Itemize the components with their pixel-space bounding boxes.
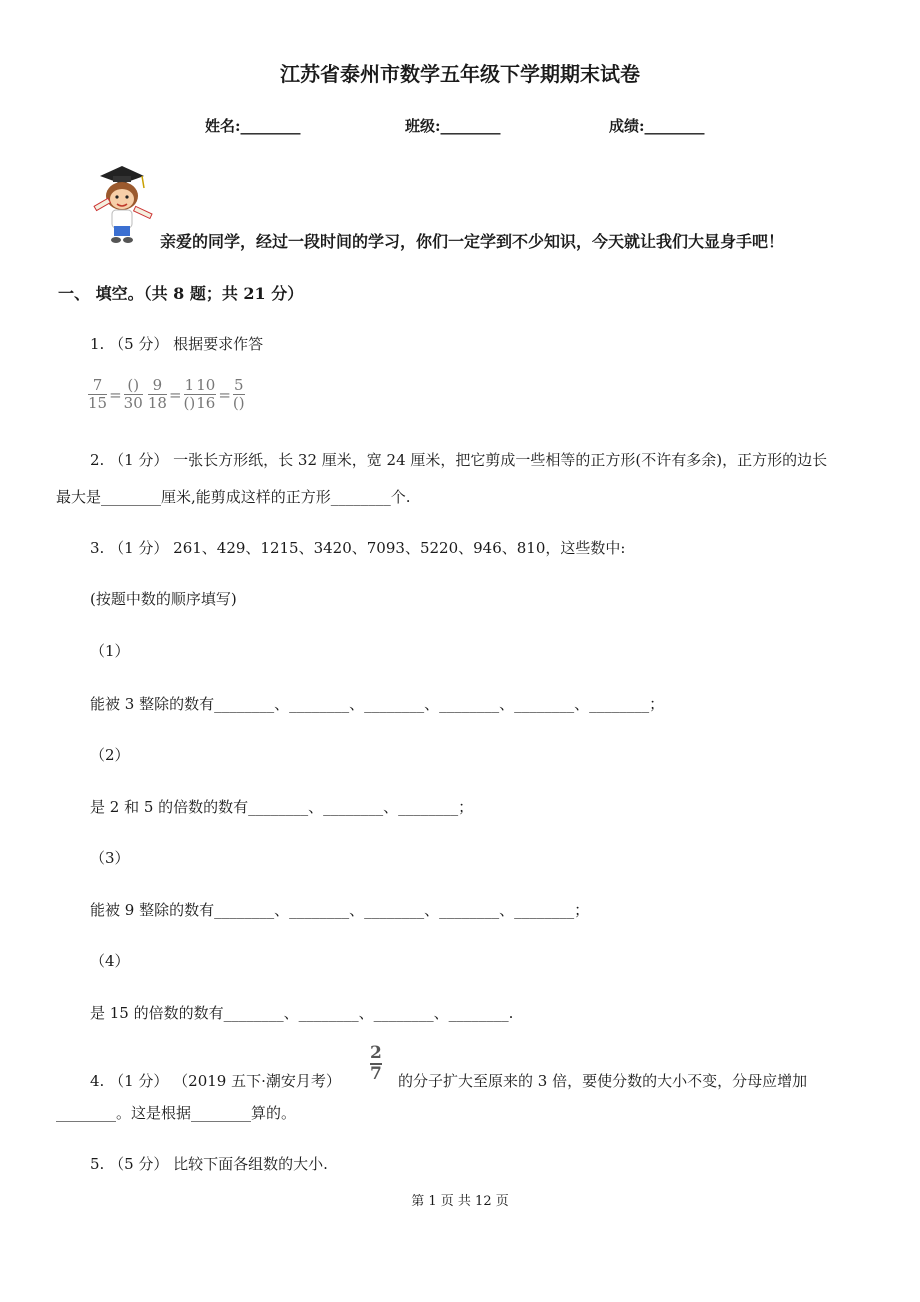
question-3-part-1-label: （1） [90,642,130,660]
score-field: 成绩:________ [609,117,705,135]
question-3-part-2-label: （2） [90,746,130,764]
fraction-2: $\frac{()}{30}$ [123,376,143,412]
question-2-line-2: 最大是________厘米,能剪成这样的正方形________个. [56,488,411,506]
question-4-prefix: 4. （1 分） （2019 五下·潮安月考） [90,1072,341,1090]
question-3-intro: 3. （1 分） 261、429、1215、3420、7093、5220、946、810，这些数中: [90,539,626,557]
question-3-part-4: 是 15 的倍数的数有________、________、________、________. [90,1004,514,1022]
question-3-part-2: 是 2 和 5 的倍数的数有________、________、________； [90,798,474,816]
question-3-part-3: 能被 9 整除的数有________、________、________、________、________； [90,901,590,919]
fraction-6: $\frac{5}{()}$ [232,376,245,412]
fraction-5: $\frac{10}{16}$ [196,376,216,412]
question-3-part-4-label: （4） [90,952,130,970]
fraction-4: $\frac{1}{()}$ [183,376,196,412]
name-field: 姓名:________ [205,117,301,135]
question-4-line-2: ________。这是根据________算的。 [56,1104,297,1122]
section-heading-fill-blank: 一、 填空。（共 8 题；共 21 分） [58,284,304,303]
page-title: 江苏省泰州市数学五年级下学期期末试卷 [280,62,640,86]
question-3-note: (按题中数的顺序填写) [90,590,237,608]
question-2-line-1: 2. （1 分） 一张长方形纸，长 32 厘米，宽 24 厘米，把它剪成一些相等的正方形(不许有多余)，正方形的边长 [90,451,828,469]
page-footer: 第 1 页 共 12 页 [411,1194,509,1209]
question-3-part-1: 能被 3 整除的数有________、________、________、________、________、________； [90,695,665,713]
question-3-part-3-label: （3） [90,849,130,867]
question-4-suffix: 的分子扩大至原来的 3 倍，要使分数的大小不变，分母应增加 [398,1072,808,1090]
greeting-text: 亲爱的同学，经过一段时间的学习，你们一定学到不少知识，今天就让我们大显身手吧！ [160,232,785,251]
fraction-1: $\frac{7}{15}$ [88,376,108,412]
fraction-3: $\frac{9}{18}$ [147,376,167,412]
question-5: 5. （5 分） 比较下面各组数的大小. [90,1155,328,1173]
class-field: 班级:________ [405,117,501,135]
student-mascot-image [86,164,156,248]
question-1-fraction-expression: $\frac{7}{15}$ = $\frac{()}{30}$ $\frac{9}{18}$ = $\frac{1}{()}$ $\frac{10}{16}$ = $\frac{5}{()}$ [88,376,245,412]
question-1: 1. （5 分） 根据要求作答 [90,335,264,353]
question-4-fraction: $\frac{2}{7}$ [370,1043,382,1084]
